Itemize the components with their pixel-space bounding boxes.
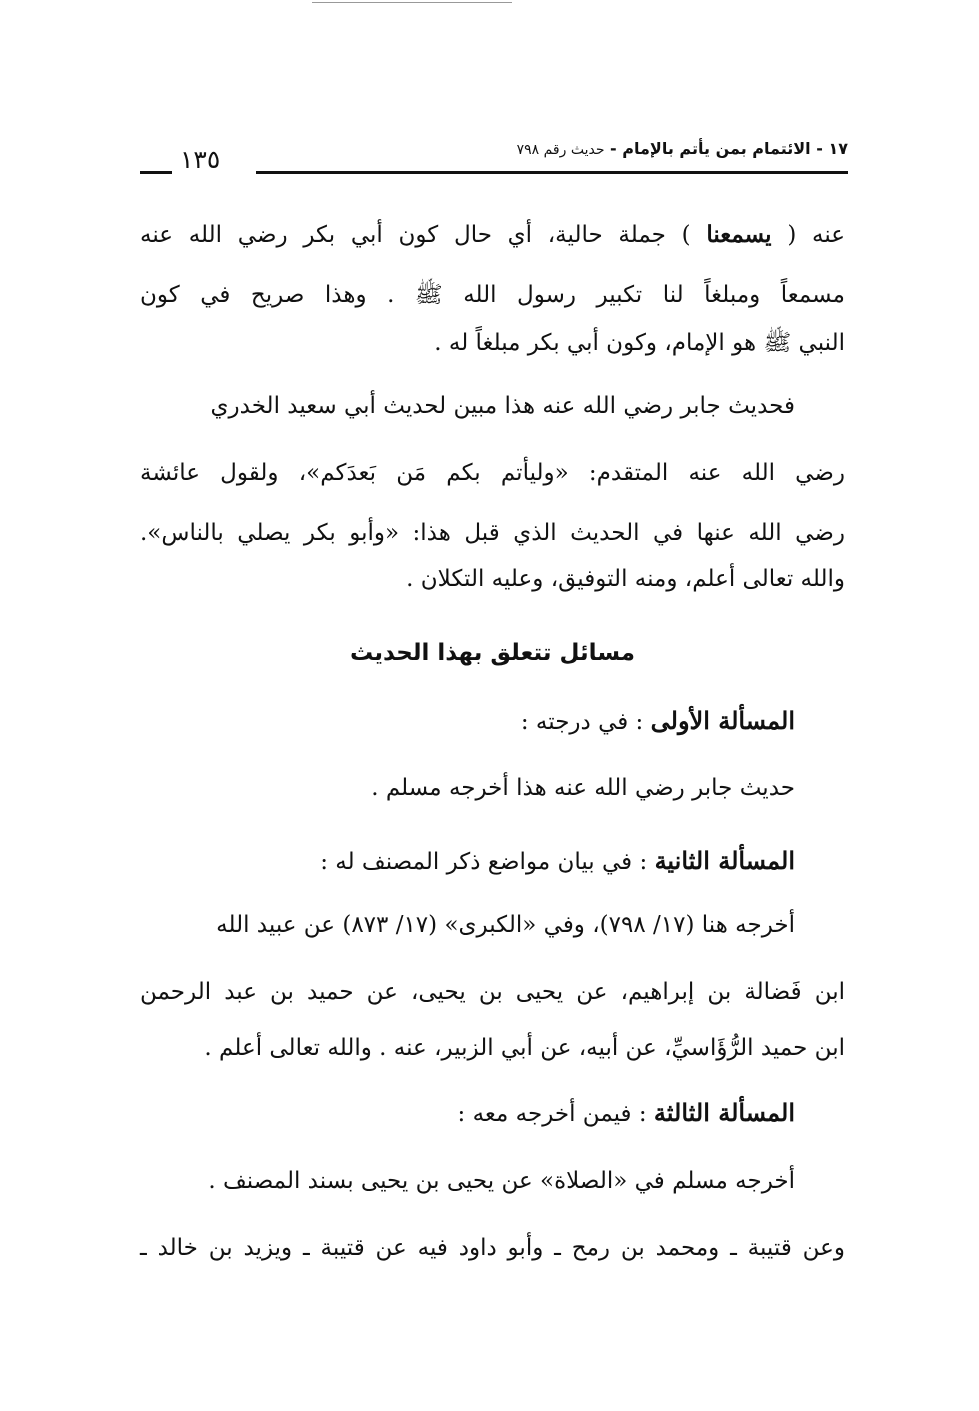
chapter-title: الائتمام بمن يأتم بالإمام [622, 139, 811, 158]
question-3-label: المسألة الثالثة [653, 1098, 795, 1127]
question-1 [521, 706, 795, 735]
question-3-text: : فيمن أخرجه معه : [457, 1101, 647, 1127]
question-2-body: ابن فَضالة بن إبراهيم، عن يحيى بن يحيى، عن حميد بن عبد الرحمن [140, 979, 845, 1005]
question-3 [458, 1098, 795, 1127]
page-header [140, 135, 848, 185]
section-heading: مسائل تتعلق بهذا الحديث [350, 640, 635, 666]
question-2 [320, 846, 795, 875]
paragraph-1: عنه ( يسمعنا ) جملة حالية، أي حال كون أبي بكر رضي الله عنه مسمعاً ومبلغاً لنا تكبير رسول الله ﷺ . وهذا صريح في كون [140, 221, 846, 308]
hadith-reference: حديث رقم ٧٩٨ [516, 142, 605, 158]
paragraph-2-last-line: والله تعالى أعلم، ومنه التوفيق، وعليه التكلان . [406, 566, 845, 592]
chapter-number: ١٧ [828, 139, 848, 158]
question-2-body-last-line: ابن حميد الرُّؤَاسيِّ، عن أبيه، عن أبي الزبير، عنه . والله تعالى أعلم . [204, 1035, 845, 1061]
bold-word: يسمعنا [706, 221, 772, 248]
top-edge-rule [312, 2, 512, 3]
question-2-text: : في بيان مواضع ذكر المصنف له : [320, 849, 648, 875]
paragraph-1-last-line: النبي ﷺ هو الإمام، وكون أبي بكر مبلغاً له . [434, 330, 845, 356]
question-1-label: المسألة الأولى [650, 706, 795, 735]
question-2-body-line-1: أخرجه هنا (١٧/ ٧٩٨)، وفي «الكبرى» (١٧/ ٨٧٣) عن عبيد الله [216, 912, 795, 938]
paragraph-2: رضي الله عنه المتقدم: «وليأتم بكم مَن بَعدَكم»، ولقول عائشة رضي الله عنها في الحديث الذي قبل هذا: «وأبو بكر يصلي بالناس». [140, 460, 845, 546]
question-3-body-line-1: أخرجه مسلم في «الصلاة» عن يحيى بن يحيى بسند المصنف . [208, 1168, 795, 1194]
question-1-body: حديث جابر رضي الله عنه هذا أخرجه مسلم . [371, 775, 795, 801]
header-rule [256, 171, 848, 174]
page-number-dash [140, 171, 172, 174]
question-1-text: : في درجته : [520, 709, 644, 735]
page-number: ١٣٥ [180, 145, 221, 174]
running-title: ١٧ - الائتمام بمن يأتم بالإمام - حديث رقم ٧٩٨ [516, 139, 848, 158]
question-2-label: المسألة الثانية [654, 846, 795, 875]
paragraph-2-line-1: فحديث جابر رضي الله عنه هذا مبين لحديث أبي سعيد الخدري [210, 393, 795, 419]
question-3-body: وعن قتيبة ـ ومحمد بن رمح ـ وأبو داود فيه عن قتيبة ـ ويزيد بن خالد ـ [140, 1235, 845, 1261]
